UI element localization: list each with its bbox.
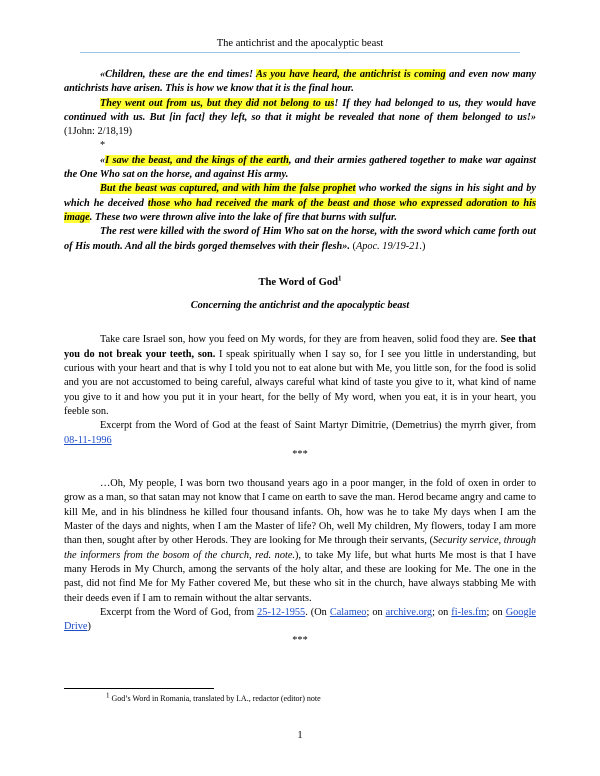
- scripture-quote-apocalypse-end: The rest were killed with the sword of Him Who sat on the horse, with the sword which came forth out of His mouth. And all the birds gorged themselves with their flesh». (Apoc. 19/19-21.): [64, 226, 536, 252]
- highlight: They went out from us, but they did not belong to us: [100, 97, 335, 109]
- scripture-reference: (1John: 2/18,19): [64, 126, 133, 138]
- paragraph: Take care Israel son, how you feed on My words, for they are from heaven, solid food they are. See that you do not break your teeth, son. I speak spiritually when I say so, for I see you little in understanding, but curious with your heart and that is why I told you not to eat alone but with Me, you little son, for the food is solid and you are not accustomed to being careful, always careful what kind of taste you give to it, what kind of name you give to it and how you put it in your heart, for the belly of My word, when you eat, it is in your heart, you feeble son.: [64, 334, 536, 417]
- header-divider: [80, 52, 520, 53]
- footnote-divider: [64, 688, 214, 689]
- excerpt-source: Excerpt from the Word of God, from 25-12-1955. (On Calameo; on archive.org; on fi-les.fm; on Google Drive): [64, 606, 536, 633]
- scripture-quote-john-cont: They went out from us, but they did not belong to us! If they had belonged to us, they would have continued with us. But [in fact] they left, so that it might be revealed that none of them belonged to us!» (1John: 2/18,19): [64, 97, 536, 138]
- scripture-quote-apocalypse-cont: But the beast was captured, and with him the false prophet who worked the signs in his sight and by which he deceived those who had received the mark of the beast and those who expressed adoration to his image. These two were thrown alive into the lake of fire that burns with sulfur.: [64, 183, 536, 223]
- running-header: The antichrist and the apocalyptic beast: [216, 38, 384, 49]
- archive-org-link[interactable]: archive.org: [385, 606, 433, 618]
- scripture-reference: Apoc. 19/19-21.: [355, 240, 423, 252]
- google-drive-link[interactable]: Google Drive: [64, 606, 536, 633]
- highlight: As you have heard, the antichrist is coming: [256, 69, 446, 80]
- files-fm-link[interactable]: fi-les.fm: [451, 606, 487, 618]
- paragraph: …Oh, My people, I was born two thousand years ago in a poor manger, in the fold of oxen in order to grow as a man, so that satan may not know that I came on earth to save the man. Herod became angry and came to kill Me, and in his blindness he killed four thousand infants. Oh, how was he to take My days when I am the Master of the days and nights, when I am the Master of life? Oh, well My children, My flowers, today I am more than then, sought after by other Herods. They are looking for Me through their servants, (Security service, through the informers from the bosom of the church, red. note.), to take My life, but what hurts Me most is that I have many Herods in My Church, among the servants of the holy altar, and these are looking for Me. The one in the past, did not find Me for My Father covered Me, but these who sit in the church, have always stabbing Me with their deeds even if I am to remain without the altar servants.: [64, 478, 536, 604]
- excerpt-source: Excerpt from the Word of God at the feast of Saint Martyr Dimitrie, (Demetrius) the myrrh giver, from 08-11-1996: [64, 420, 536, 446]
- date-link[interactable]: 08-11-1996: [64, 434, 112, 446]
- separator-stars: ***: [292, 635, 308, 647]
- section-title: The Word of God$^1$: [258, 274, 342, 288]
- footnote: $^1$ God’s Word in Romania, translated by I.A., redactor (editor) note: [106, 691, 321, 703]
- calameo-link[interactable]: Calameo: [329, 606, 367, 618]
- scripture-quote-apocalypse: «I saw the beast, and the kings of the earth, and their armies gathered together to make war against the One Who sat on the horse, and against His army.: [64, 154, 536, 181]
- highlight: I saw the beast, and the kings of the earth: [105, 154, 289, 166]
- separator-stars: ***: [292, 448, 308, 460]
- footnote-marker: 1: [338, 274, 342, 283]
- scripture-quote-john: «Children, these are the end times! As you have heard, the antichrist is coming and even now many antichrists have arisen. This is how we know that it is the final hour.: [64, 69, 536, 95]
- document-body: [64, 68, 536, 649]
- page-number: 1: [297, 730, 303, 741]
- separator-star: *: [100, 140, 106, 152]
- highlight: those who had received the mark of the beast and those who expressed adoration to his image: [64, 197, 536, 223]
- date-link[interactable]: 25-12-1955: [257, 606, 306, 618]
- section-subtitle: Concerning the antichrist and the apocalyptic beast: [190, 300, 410, 312]
- highlight: But the beast was captured, and with him the false prophet: [100, 183, 356, 195]
